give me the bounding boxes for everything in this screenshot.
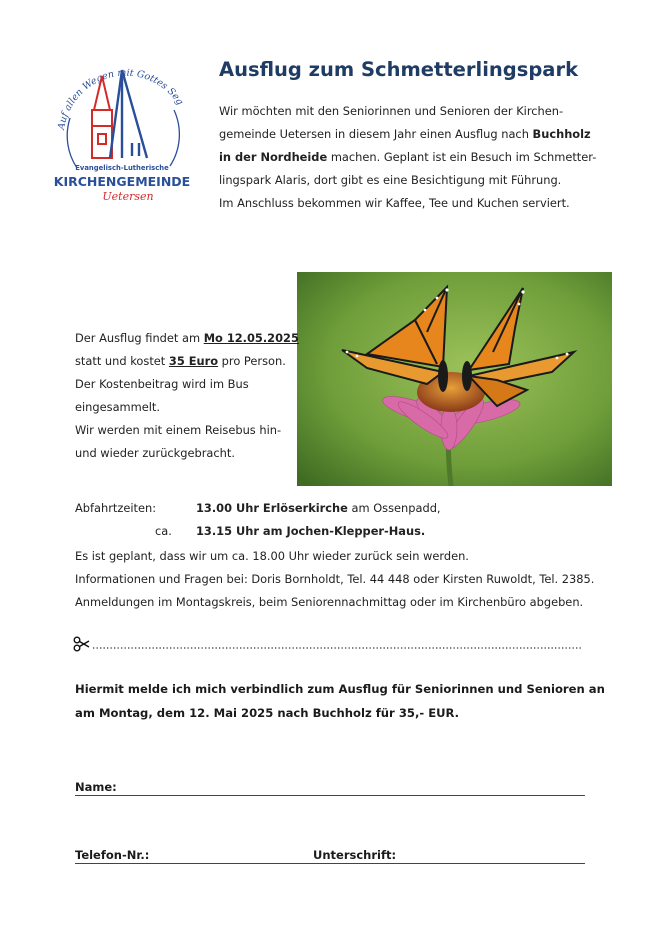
- name-field[interactable]: [75, 795, 585, 796]
- details-line: [75, 350, 295, 373]
- departure-row: [75, 520, 635, 543]
- intro-line: [219, 146, 619, 169]
- intro-line: Im Anschluss bekommen wir Kaffee, Tee und Kuchen serviert.: [219, 196, 570, 210]
- logo-name: KIRCHENGEMEINDE: [53, 174, 191, 189]
- trip-date: Mo 12.05.2025: [203, 331, 299, 345]
- departure-time-1: [196, 497, 441, 520]
- departure-label: Abfahrtzeiten:: [75, 501, 157, 515]
- intro-paragraph: [219, 100, 619, 215]
- cut-line: [73, 636, 583, 652]
- departure-time-2: 13.15 Uhr am Jochen-Klepper-Haus.: [196, 524, 426, 538]
- intro-bold: in der Nordheide: [219, 150, 328, 164]
- details-text: statt und kostet: [75, 354, 169, 368]
- details-line: Wir werden mit einem Reisebus hin-: [75, 423, 282, 437]
- departure-ca: ca.: [155, 524, 172, 538]
- signup-line: Hiermit melde ich mich verbindlich zum Ausflug für Seniorinnen und Senioren an: [75, 682, 605, 696]
- church-logo-icon: [52, 48, 192, 208]
- notes-line: Anmeldungen im Montagskreis, beim Seniorennachmittag oder im Kirchenbüro abgeben.: [75, 595, 584, 609]
- intro-line: Wir möchten mit den Seniorinnen und Senioren der Kirchen-: [219, 104, 564, 118]
- logo-place: Uetersen: [102, 190, 154, 203]
- intro-text: machen. Geplant ist ein Besuch im Schmetter-: [327, 150, 597, 164]
- intro-line: lingspark Alaris, dort gibt es eine Besichtigung mit Führung.: [219, 173, 562, 187]
- intro-bold: Buchholz: [532, 127, 591, 141]
- notes-line: Es ist geplant, dass wir um ca. 18.00 Uhr wieder zurück sein werden.: [75, 549, 469, 563]
- departure-row: [75, 497, 635, 520]
- details-text: pro Person.: [218, 354, 286, 368]
- page-title: Ausflug zum Schmetterlingspark: [219, 58, 579, 81]
- intro-line: [219, 123, 619, 146]
- notes-line: Informationen und Fragen bei: Doris Bornholdt, Tel. 44 448 oder Kirsten Ruwoldt, Tel. 2385.: [75, 572, 595, 586]
- butterfly-image: [297, 272, 612, 486]
- signup-line: am Montag, dem 12. Mai 2025 nach Buchholz für 35,- EUR.: [75, 706, 460, 720]
- departure-time-1-bold: 13.00 Uhr Erlöserkirche: [196, 501, 348, 515]
- trip-details: [75, 327, 299, 465]
- butterfly-photo: [297, 272, 612, 486]
- intro-text: gemeinde Uetersen in diesem Jahr einen Ausflug nach: [219, 127, 533, 141]
- departure-time-1-text: am Ossenpadd,: [347, 501, 441, 515]
- church-logo: [52, 48, 192, 208]
- details-line: und wieder zurückgebracht.: [75, 446, 235, 460]
- details-text: Der Ausflug findet am: [75, 331, 204, 345]
- notes: [75, 545, 635, 614]
- logo-arc-text: Auf allen Wegen mit Gottes Seg: [56, 67, 186, 131]
- phone-label: Telefon-Nr.:: [75, 848, 150, 862]
- name-label: Name:: [75, 780, 117, 794]
- scissors-icon: [73, 636, 583, 652]
- logo-subtitle: Evangelisch-Lutherische: [75, 164, 169, 172]
- details-line: Der Kostenbeitrag wird im Bus: [75, 377, 249, 391]
- signup-text: [75, 677, 605, 725]
- details-line: eingesammelt.: [75, 400, 160, 414]
- details-line: [75, 327, 299, 350]
- departure-times: [75, 497, 635, 543]
- signature-label: Unterschrift:: [313, 848, 397, 862]
- phone-field[interactable]: [75, 863, 585, 864]
- trip-price: 35 Euro: [168, 354, 219, 368]
